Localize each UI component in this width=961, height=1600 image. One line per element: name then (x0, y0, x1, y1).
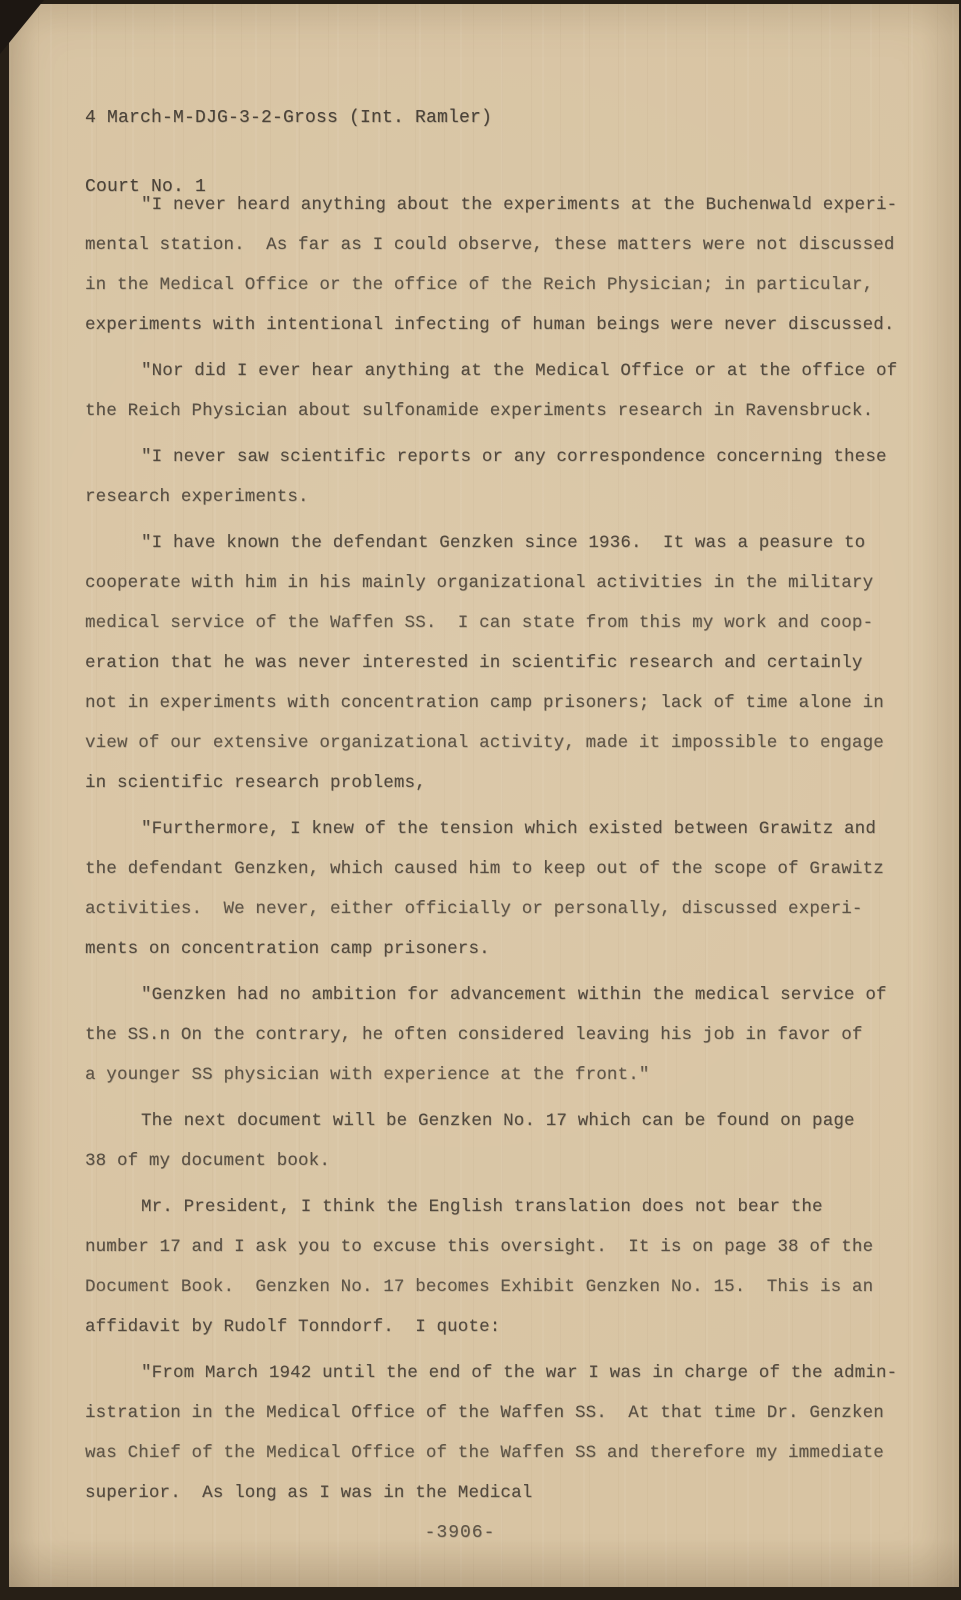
text-line: the SS.n On the contrary, he often considered leaving his job in favor of (85, 1025, 863, 1045)
text-line: ments on concentration camp prisoners. (85, 939, 490, 959)
text-line: the Reich Physician about sulfonamide experiments research in Ravensbruck. (85, 401, 874, 421)
text-line: affidavit by Rudolf Tonndorf. I quote: (85, 1317, 501, 1337)
text-line: istration in the Medical Office of the Waffen SS. At that time Dr. Genzken (85, 1403, 884, 1423)
text-line: "I have known the defendant Genzken since 1936. It was a peasure to (141, 533, 866, 553)
text-line: "I never saw scientific reports or any correspondence concerning these (141, 447, 887, 467)
text-line: eration that he was never interested in scientific research and certainly (85, 653, 863, 673)
paragraph (85, 185, 919, 345)
paper-sheet (9, 4, 959, 1587)
paragraph (85, 809, 919, 969)
paragraph (85, 1353, 919, 1513)
text-line: research experiments. (85, 487, 309, 507)
text-line: superior. As long as I was in the Medical (85, 1483, 533, 1503)
text-line: a younger SS physician with experience at the front." (85, 1065, 650, 1085)
header-reference-line: 4 March-M-DJG-3-2-Gross (Int. Ramler) (85, 108, 493, 128)
text-line: Document Book. Genzken No. 17 becomes Exhibit Genzken No. 15. This is an (85, 1277, 874, 1297)
text-line: the defendant Genzken, which caused him to keep out of the scope of Grawitz (85, 859, 884, 879)
header-court-line: Court No. 1 (85, 177, 207, 197)
text-line: mental station. As far as I could observe, these matters were not discussed (85, 235, 895, 255)
paragraph (85, 975, 919, 1095)
page-number: -3906- (424, 1523, 496, 1543)
text-line: "Genzken had no ambition for advancement within the medical service of (141, 985, 887, 1005)
text-line: "Nor did I ever hear anything at the Medical Office or at the office of (141, 361, 898, 381)
text-line: medical service of the Waffen SS. I can state from this my work and coop- (85, 613, 874, 633)
text-line: view of our extensive organizational activity, made it impossible to engage (85, 733, 884, 753)
paragraph (85, 523, 919, 803)
text-line: Mr. President, I think the English translation does not bear the (141, 1197, 823, 1217)
text-line: "From March 1942 until the end of the war I was in charge of the admin- (141, 1363, 898, 1383)
document-body (85, 185, 919, 1519)
text-line: not in experiments with concentration camp prisoners; lack of time alone in (85, 693, 884, 713)
text-line: in scientific research problems, (85, 773, 426, 793)
text-line: 38 of my document book. (85, 1151, 330, 1171)
text-line: activities. We never, either officially or personally, discussed experi- (85, 899, 863, 919)
text-line: experiments with intentional infecting of human beings were never discussed. (85, 315, 895, 335)
text-line: number 17 and I ask you to excuse this oversight. It is on page 38 of the (85, 1237, 874, 1257)
paragraph (85, 437, 919, 517)
text-line: "Furthermore, I knew of the tension which existed between Grawitz and (141, 819, 876, 839)
text-line: "I never heard anything about the experiments at the Buchenwald experi- (141, 195, 898, 215)
text-line: The next document will be Genzken No. 17 which can be found on page (141, 1111, 855, 1131)
paragraph (85, 351, 919, 431)
text-line: in the Medical Office or the office of the Reich Physician; in particular, (85, 275, 874, 295)
paragraph (85, 1187, 919, 1347)
text-line: was Chief of the Medical Office of the Waffen SS and therefore my immediate (85, 1443, 884, 1463)
paragraph (85, 1101, 919, 1181)
text-line: cooperate with him in his mainly organizational activities in the military (85, 573, 874, 593)
